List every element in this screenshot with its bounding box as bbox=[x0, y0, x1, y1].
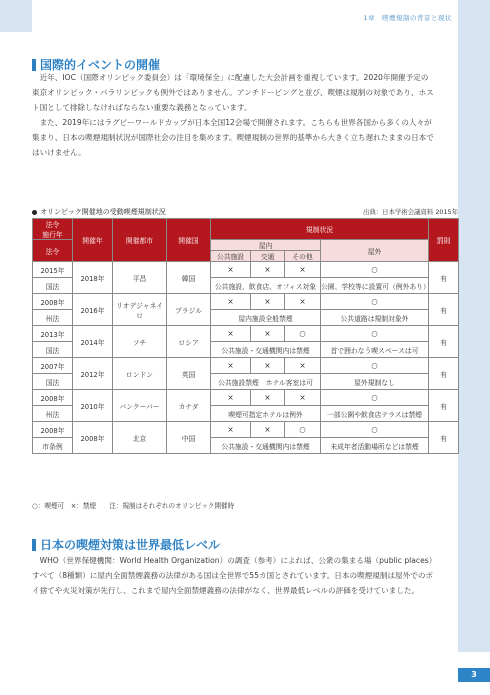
header-transport: 交通 bbox=[251, 251, 285, 262]
penalty: 有 bbox=[429, 390, 459, 422]
mark-outdoor: ○ bbox=[321, 358, 429, 374]
indoor-note: 公共施設、飲食店、オフィス対象 bbox=[211, 278, 321, 294]
mark-other: × bbox=[285, 262, 321, 278]
mark-public: × bbox=[211, 358, 251, 374]
mark-other: ○ bbox=[285, 326, 321, 342]
table-legend: ○：喫煙可 ×：禁煙 注：規制はそれぞれのオリンピック開催時 bbox=[32, 502, 235, 510]
header-other: その他 bbox=[285, 251, 321, 262]
held-year: 2010年 bbox=[73, 390, 113, 422]
mark-transport: × bbox=[251, 262, 285, 278]
table-row bbox=[33, 390, 459, 406]
mark-public: × bbox=[211, 294, 251, 310]
law-type: 国法 bbox=[33, 374, 73, 390]
country: カナダ bbox=[167, 390, 211, 422]
held-year: 2016年 bbox=[73, 294, 113, 326]
outdoor-note: 屋外規制なし bbox=[321, 374, 429, 390]
header-law: 法令 bbox=[33, 240, 73, 262]
section-title: 日本の喫煙対策は世界最低レベル bbox=[40, 538, 221, 552]
held-year: 2014年 bbox=[73, 326, 113, 358]
mark-other: × bbox=[285, 294, 321, 310]
mark-transport: × bbox=[251, 326, 285, 342]
law-year: 2008年 bbox=[33, 390, 73, 406]
held-year: 2012年 bbox=[73, 358, 113, 390]
outdoor-note: 首で囲わなう喫スペースは可 bbox=[321, 342, 429, 358]
header-country: 開催国 bbox=[167, 219, 211, 262]
mark-transport: × bbox=[251, 358, 285, 374]
section-body-japan bbox=[32, 553, 436, 598]
indoor-note: 喫煙可指定ホテルは例外 bbox=[211, 406, 321, 422]
indoor-note: 公共施設禁煙 ホテル客室は可 bbox=[211, 374, 321, 390]
mark-outdoor: ○ bbox=[321, 390, 429, 406]
city: ソチ bbox=[113, 326, 167, 358]
country: 英国 bbox=[167, 358, 211, 390]
law-type: 州法 bbox=[33, 406, 73, 422]
header-city: 開催都市 bbox=[113, 219, 167, 262]
outdoor-note: 公園、学校等に設置可（例外あり） bbox=[321, 278, 429, 294]
city: 北京 bbox=[113, 422, 167, 454]
section-body-events bbox=[32, 70, 436, 160]
law-year: 2008年 bbox=[33, 422, 73, 438]
law-type: 国法 bbox=[33, 278, 73, 294]
heading-bar-icon bbox=[32, 539, 36, 551]
table-row bbox=[33, 422, 459, 438]
mark-public: × bbox=[211, 262, 251, 278]
side-band bbox=[458, 32, 490, 652]
outdoor-note: 未成年者活動場所などは禁煙 bbox=[321, 438, 429, 454]
law-year: 2007年 bbox=[33, 358, 73, 374]
mark-outdoor: ○ bbox=[321, 326, 429, 342]
mark-other: × bbox=[285, 358, 321, 374]
page-number: 3 bbox=[458, 668, 490, 682]
section-title: 国際的イベントの開催 bbox=[40, 58, 161, 72]
country: 中国 bbox=[167, 422, 211, 454]
city: リオデジャネイロ bbox=[113, 294, 167, 326]
country: ロシア bbox=[167, 326, 211, 358]
section-heading-japan bbox=[32, 536, 220, 553]
mark-outdoor: ○ bbox=[321, 422, 429, 438]
mark-public: × bbox=[211, 390, 251, 406]
mark-other: × bbox=[285, 390, 321, 406]
law-year: 2015年 bbox=[33, 262, 73, 278]
law-type: 州法 bbox=[33, 310, 73, 326]
city: 平昌 bbox=[113, 262, 167, 294]
table-title-text: オリンピック開催地の受動喫煙規制状況 bbox=[40, 208, 166, 216]
indoor-note: 公共施設・交通機関内は禁煙 bbox=[211, 438, 321, 454]
mark-transport: × bbox=[251, 390, 285, 406]
mark-outdoor: ○ bbox=[321, 262, 429, 278]
mark-public: × bbox=[211, 422, 251, 438]
header-regulation: 規制状況 bbox=[211, 219, 429, 240]
table-row bbox=[33, 294, 459, 310]
held-year: 2018年 bbox=[73, 262, 113, 294]
penalty: 有 bbox=[429, 262, 459, 294]
header-penalty: 罰則 bbox=[429, 219, 459, 262]
paragraph: 近年、IOC（国際オリンピック委員会）は「環境保全」に配慮した大会計画を重視しています。2020年開催予定の東京オリンピック・パラリンピックも例外ではありません。アンチドーピングと並び、喫煙は規制の対象であり、ホスト国として排除しなければならない重要な義務となっています。 bbox=[32, 73, 434, 112]
mark-transport: × bbox=[251, 422, 285, 438]
law-year: 2013年 bbox=[33, 326, 73, 342]
outdoor-note: 一部公園や飲食店テラスは禁煙 bbox=[321, 406, 429, 422]
indoor-note: 屋内施設全般禁煙 bbox=[211, 310, 321, 326]
table-source: 出典：日本学術会議資料 2015年 bbox=[363, 208, 458, 216]
header-indoor: 屋内 bbox=[211, 240, 321, 251]
law-type: 国法 bbox=[33, 342, 73, 358]
mark-outdoor: ○ bbox=[321, 294, 429, 310]
chapter-label: 1章 喫煙規制の背景と現状 bbox=[363, 14, 452, 22]
header-law-year: 法令 施行年 bbox=[33, 219, 73, 240]
olympic-regulation-table bbox=[32, 218, 459, 454]
held-year: 2008年 bbox=[73, 422, 113, 454]
bullet-icon bbox=[32, 210, 37, 215]
country: 韓国 bbox=[167, 262, 211, 294]
table-title bbox=[32, 207, 166, 217]
table-row bbox=[33, 326, 459, 342]
penalty: 有 bbox=[429, 326, 459, 358]
law-year: 2008年 bbox=[33, 294, 73, 310]
paragraph: また、2019年にはラグビーワールドカップが日本全国12会場で開催されます。こちらも世界各国から多くの人々が集まり、日本の喫煙規制状況が国際社会の注目を集めます。喫煙規制の世界的基準から大きく立ち遅れたままの日本ではいけません。 bbox=[32, 118, 434, 157]
mark-other: ○ bbox=[285, 422, 321, 438]
law-type: 市条例 bbox=[33, 438, 73, 454]
indoor-note: 公共施設・交通機関内は禁煙 bbox=[211, 342, 321, 358]
table-row bbox=[33, 262, 459, 278]
header-held: 開催年 bbox=[73, 219, 113, 262]
city: バンクーバー bbox=[113, 390, 167, 422]
heading-bar-icon bbox=[32, 59, 36, 71]
mark-public: × bbox=[211, 326, 251, 342]
penalty: 有 bbox=[429, 294, 459, 326]
header-outdoor: 屋外 bbox=[321, 240, 429, 262]
table-row bbox=[33, 358, 459, 374]
city: ロンドン bbox=[113, 358, 167, 390]
header-public-facility: 公共施設 bbox=[211, 251, 251, 262]
outdoor-note: 公共道路は規制対象外 bbox=[321, 310, 429, 326]
mark-transport: × bbox=[251, 294, 285, 310]
paragraph: WHO（世界保健機関：World Health Organization）の調査（参考）によれば、公衆の集まる場（public places）すべて（8種類）に屋内全面禁煙義務の法律がある国は全世界で55カ国とされています。日本の喫煙規制は屋外でのポイ捨てや火災対策が先行し、これまで屋内全面禁煙義務の法律がなく、世界最低レベルの評価を受けていました。 bbox=[32, 556, 434, 595]
penalty: 有 bbox=[429, 358, 459, 390]
penalty: 有 bbox=[429, 422, 459, 454]
country: ブラジル bbox=[167, 294, 211, 326]
